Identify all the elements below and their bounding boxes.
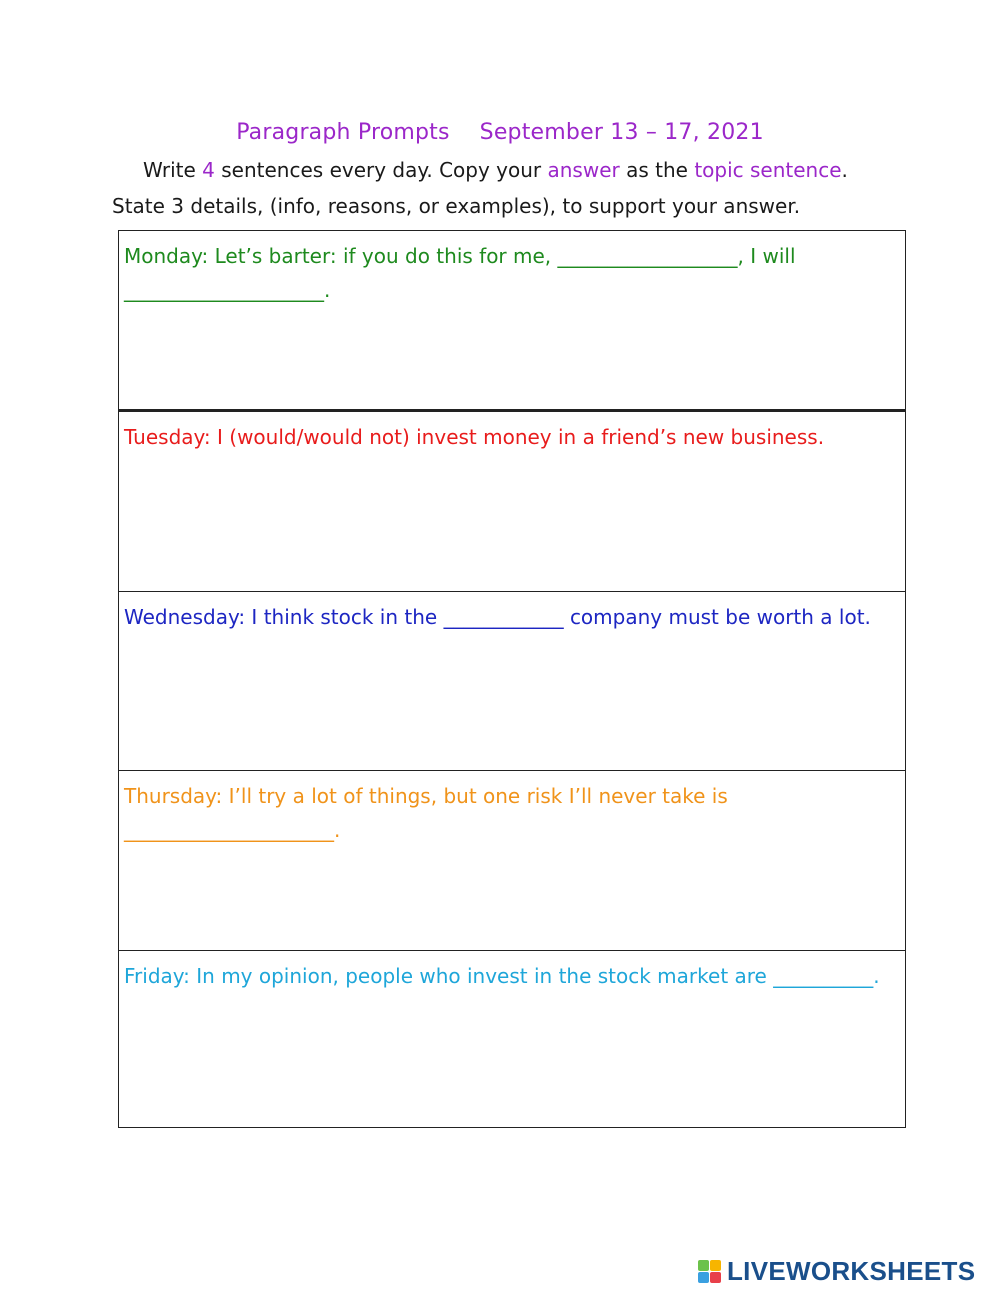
prompt-row-monday[interactable] <box>119 231 905 411</box>
prompt-row-wednesday[interactable] <box>119 591 905 770</box>
logo-mark-icon <box>698 1260 721 1283</box>
prompt-row-friday[interactable] <box>119 950 905 1127</box>
logo-text: LIVEWORKSHEETS <box>727 1255 976 1286</box>
prompt-row-thursday[interactable] <box>119 770 905 950</box>
sentence-count: 4 <box>202 158 215 182</box>
instruction-line-2: State 3 details, (info, reasons, or examples), to support your answer. <box>112 194 801 218</box>
liveworksheets-logo <box>698 1256 975 1286</box>
title-dates: September 13 – 17, 2021 <box>479 120 764 145</box>
prompt-row-tuesday[interactable] <box>119 411 905 591</box>
prompt-friday: Friday: In my opinion, people who invest in the stock market are __________. <box>124 964 880 988</box>
prompts-table <box>118 230 906 1128</box>
prompt-tuesday: Tuesday: I (would/would not) invest money in a friend’s new business. <box>124 425 825 449</box>
prompt-monday: Monday: Let’s barter: if you do this for me, __________________, I will ____________________. <box>124 244 796 302</box>
topic-sentence-keyword: topic sentence <box>694 158 842 182</box>
page-title <box>0 120 1000 145</box>
prompt-thursday: Thursday: I’ll try a lot of things, but one risk I’ll never take is _____________________. <box>124 784 728 842</box>
prompt-wednesday: Wednesday: I think stock in the ____________ company must be worth a lot. <box>124 605 871 629</box>
title-text: Paragraph Prompts <box>236 120 450 145</box>
answer-keyword: answer <box>547 158 620 182</box>
instruction-line-1: Write 4 sentences every day. Copy your answer as the topic sentence. <box>143 158 848 182</box>
